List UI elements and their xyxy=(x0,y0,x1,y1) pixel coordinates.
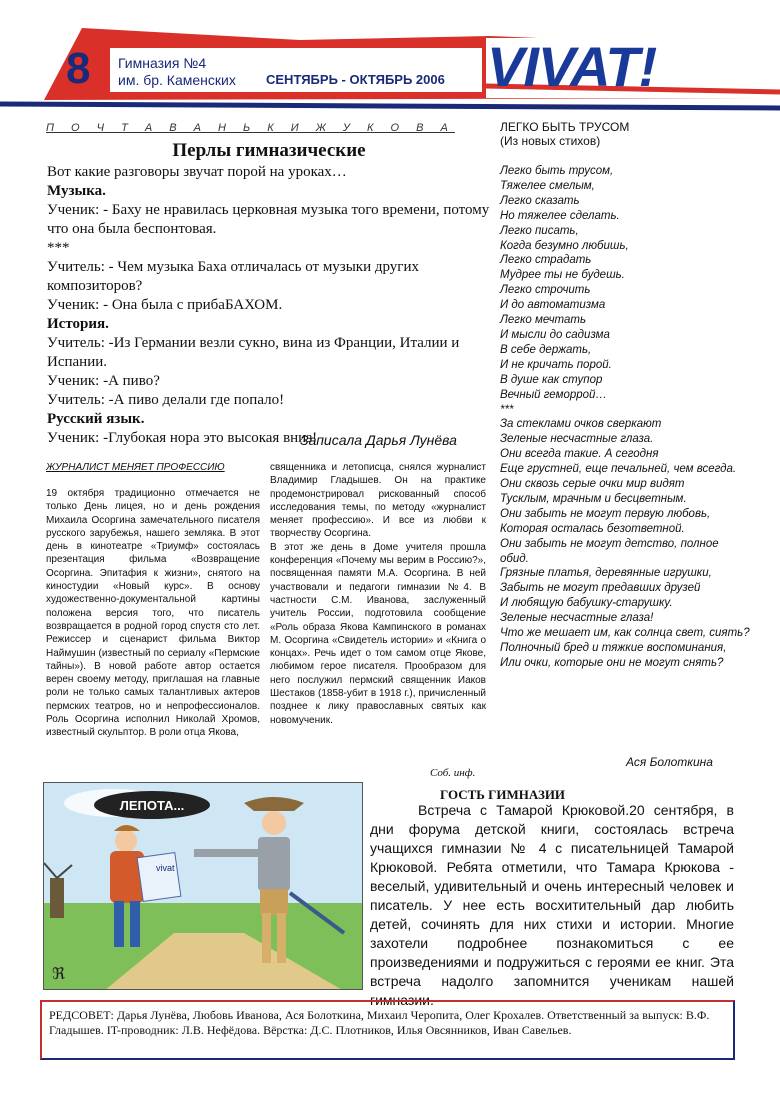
article-title: Перлы гимназические xyxy=(172,140,366,161)
section-label: П О Ч Т А В А Н Ь К И Ж У К О В А xyxy=(46,122,455,134)
school-name: Гимназия №4 xyxy=(118,55,207,71)
poem-line: Легко сказать xyxy=(500,194,580,207)
poem-title: ЛЕГКО БЫТЬ ТРУСОМ xyxy=(500,120,630,134)
poem-line: Тяжелее смелым, xyxy=(500,179,595,192)
poem-line: Легко страдать xyxy=(500,254,592,267)
poem-line: Полночный бред и тяжкие воспоминания, xyxy=(500,642,727,654)
poem-line: В душе как ступор xyxy=(500,373,603,386)
poem-line: Легко писать, xyxy=(500,224,579,237)
dialogue-line: Ученик: -А пиво? xyxy=(47,373,160,389)
poem-line: Но тяжелее сделать. xyxy=(500,209,620,222)
poem-line: Когда безумно любишь, xyxy=(500,239,629,252)
masthead-shapes xyxy=(0,0,780,112)
logo: VIVAT! xyxy=(487,35,657,98)
poem-line: *** xyxy=(500,403,514,416)
dialogue-line: Вот какие разговоры звучат порой на уроках… xyxy=(47,164,347,180)
poem-subtitle: (Из новых стихов) xyxy=(500,134,601,148)
pearls-text xyxy=(47,163,493,448)
poem-line: Легко строчить xyxy=(500,284,591,297)
dialogue-line: Ученик: - Она была с прибаБАХОМ. xyxy=(47,297,283,313)
poem-line: Они сквозь серые очки мир видят xyxy=(500,478,685,491)
subject-heading: Музыка. xyxy=(47,183,106,199)
dialogue-line: Учитель: - Чем музыка Баха отличалась от музыки других композиторов? xyxy=(47,259,419,294)
poem-line: Легко мечтать xyxy=(500,314,587,327)
dialogue-line: Учитель: -А пиво делали где попало! xyxy=(47,392,285,408)
article-signature: Записала Дарья Лунёва xyxy=(300,432,457,448)
poem-line: Забыть не могут предавших друзей xyxy=(500,582,701,595)
editorial-board: РЕДСОВЕТ: Дарья Лунёва, Любовь Иванова, Ася Болоткина, Михаил Черопита, Олег Крохалев. Ответственный за выпуск: В.Ф. Гладышев. IT-проводник: Л.В. Нефёдова. Вёрстка: Д.С. Плотников, Илья Овсянников, Иван Савельев. xyxy=(40,1000,735,1060)
speech-bubble: ЛЕПОТА... xyxy=(119,798,185,813)
paragraph: священника и летописца, снялся журналист Владимир Гладышев. Он на практике продемонстрировал рискованный способ исследования темы, по методу «журналист меняет профессию». И все из любви к творчеству Осоргина. xyxy=(270,462,486,540)
poem-line: Вечный геморрой… xyxy=(500,388,607,401)
poem-line: И любящую бабушку-старушку. xyxy=(500,597,673,610)
masthead xyxy=(0,0,780,112)
subject-heading: История. xyxy=(47,316,109,332)
issue-date: СЕНТЯБРЬ - ОКТЯБРЬ 2006 xyxy=(266,72,445,87)
poem-line: Мудрее ты не будешь. xyxy=(500,269,625,282)
poem-signature: Ася Болоткина xyxy=(626,755,713,769)
poem-line: Что же мешает им, как солнца свет, сиять? xyxy=(500,627,750,640)
dialogue-line: *** xyxy=(47,240,70,256)
poem-line: И не кричать порой. xyxy=(500,358,612,371)
poem-line: Зеленые несчастные глаза! xyxy=(500,612,654,625)
article-title: ЖУРНАЛИСТ МЕНЯЕТ ПРОФЕССИЮ xyxy=(46,462,225,473)
poem-line: Тусклым, мрачным и бесцветным. xyxy=(500,492,687,505)
paragraph: В этот же день в Доме учителя прошла конференция «Почему мы верим в Россию?», посвященная памяти М.А. Осоргина. В ней участвовали и педагоги гимназии №4. В частности С.М. Иванова, заслуженный учитель России, подготовила сообщение «Роль образа Якова Кампинского в романах М. Осоргина «Свидетель истории» и «Книга о концах». Речь идет о том самом отце Якове, любимом герое писателя. Прообразом для него послужил пермский священник Иаков Шестаков (1858-убит в 1918 г.), причисленный позднее к лику православных святых как новомученик. xyxy=(270,541,486,726)
poem-line: Они всегда такие. А сегодня xyxy=(500,448,659,461)
poem-line: В себе держать, xyxy=(500,343,592,356)
dialogue-line: Ученик: - Баху не нравилась церковная музыка того времени, потому что она была беспонтовая. xyxy=(47,202,490,237)
subject-heading: Русский язык. xyxy=(47,411,145,427)
dialogue-line: Ученик: -Глубокая нора это высокая вниз! xyxy=(47,430,318,446)
school-subtitle: им. бр. Каменских xyxy=(118,72,236,88)
issue-number: 8 xyxy=(66,44,91,93)
poem-text xyxy=(500,164,750,671)
artist-mark-icon: ℜ xyxy=(52,966,66,983)
article-column: 19 октября традиционно отмечается не только День лицея, но и день рождения Михаила Осоргина замечательного писателя русского зарубежья, нашего земляка. В этот день в кинотеатре «Триумф» состоялась презентация фильма «Возвращение Осоргина. Эпитафия к жизни», снятого на киностудии «Новый курс». В основу художественно-документальной картины положена версия того, что писатель возвращается в родной город спустя сто лет. Режиссер и сценарист фильма Виктор Наймушин (известный по сериалу «Пермские тайны»). В новой работе автор остается верен своему методу, приглашая на главные роли не только самых талантливых актеров пермских театров, но и непрофессионалов. Роль Осоргина исполнил Николай Хромов, известный скульптор. В роли отца Якова, xyxy=(46,488,260,739)
poem-line: За стеклами очков сверкают xyxy=(500,418,662,431)
poem-line: Еще грустней, еще печальней, чем всегда. xyxy=(500,463,737,476)
poem-line: Легко быть трусом, xyxy=(500,165,614,177)
poem-line: Они забыть не могут детство, полное обид. xyxy=(500,537,719,565)
cartoon-illustration xyxy=(43,782,363,990)
poem-line: И мысли до садизма xyxy=(500,328,610,341)
poem-line: Грязные платья, деревянные игрушки, xyxy=(500,567,712,580)
poem-line: И до автоматизма xyxy=(500,299,606,312)
paper-label: vivat xyxy=(156,863,175,873)
guest-text: Встреча с Тамарой Крюковой.20 сентября, в дни форума детской книги, состоялась встреча учащихся гимназии № 4 с писательницей Тамарой Крюковой. Ребята отметили, что Тамара Крюкова - веселый, удивительный и очень интересный человек и писатель. У нее есть восхитительный дар любить детей, сочинять для них стихи и истории. Многие захотели подробнее познакомиться с ее произведениями и подружиться с героями ее книг. Эта встреча надолго запомнится ученикам нашей гимназии. xyxy=(370,802,734,1008)
article-title: ГОСТЬ ГИМНАЗИИ xyxy=(440,787,566,802)
poem-line: Или очки, которые они не могут снять? xyxy=(500,656,724,669)
poem-line: Которая осталась безответной. xyxy=(500,522,685,535)
dialogue-line: Учитель: -Из Германии везли сукно, вина из Франции, Италии и Испании. xyxy=(47,335,460,370)
article-source: Соб. инф. xyxy=(430,767,476,779)
poem-line: Зеленые несчастные глаза. xyxy=(500,433,654,446)
article-column xyxy=(270,461,486,727)
poem-line: Они забыть не могут первую любовь, xyxy=(500,507,711,520)
